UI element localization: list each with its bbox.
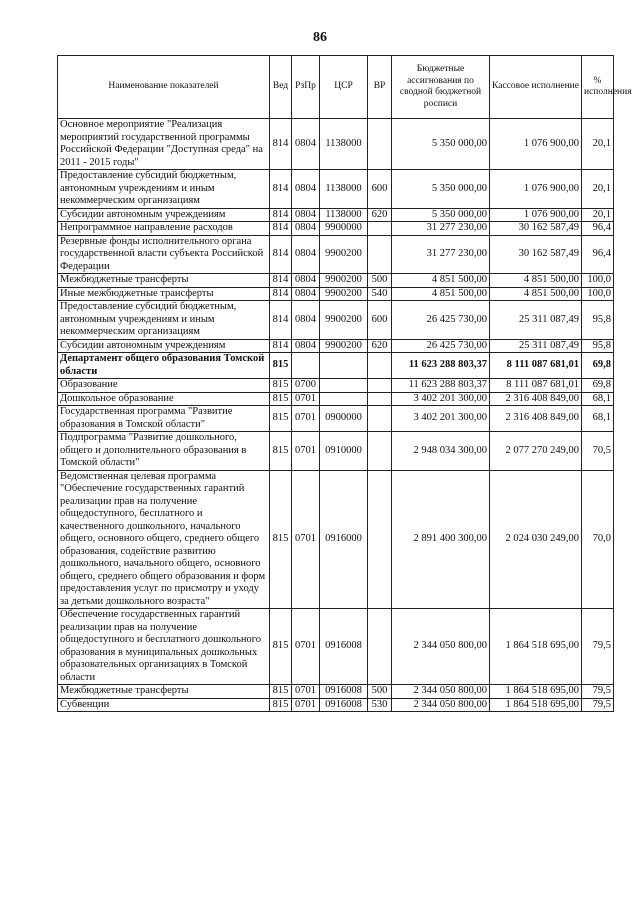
cell-vr: 500 (368, 274, 392, 288)
cell-ved: 815 (270, 432, 292, 471)
table-row (58, 119, 614, 170)
cell-ved: 815 (270, 470, 292, 609)
cell-ved: 814 (270, 235, 292, 274)
cell-ved: 814 (270, 208, 292, 222)
cell-rzpr: 0804 (292, 235, 320, 274)
cell-cash: 30 162 587,49 (490, 222, 582, 236)
cell-vr (368, 406, 392, 432)
cell-name: Межбюджетные трансферты (58, 685, 270, 699)
cell-budget: 11 623 288 803,37 (392, 379, 490, 393)
cell-budget: 5 350 000,00 (392, 119, 490, 170)
cell-rzpr: 0804 (292, 222, 320, 236)
cell-csr: 0916008 (320, 685, 368, 699)
cell-name: Субвенции (58, 698, 270, 712)
cell-ved: 815 (270, 353, 292, 379)
cell-budget: 5 350 000,00 (392, 208, 490, 222)
cell-name: Государственная программа "Развитие образования в Томской области" (58, 406, 270, 432)
column-header-ved: Вед (270, 56, 292, 119)
cell-name: Предоставление субсидий бюджетным, автономным учреждениям и иным некоммерческим организациям (58, 301, 270, 340)
table-row (58, 470, 614, 609)
cell-csr: 9900000 (320, 222, 368, 236)
cell-name: Основное мероприятие "Реализация мероприятий государственной программы Российской Федерации "Доступная среда" на 2011 - 2015 годы" (58, 119, 270, 170)
cell-rzpr: 0804 (292, 170, 320, 209)
table-row (58, 287, 614, 301)
cell-ved: 815 (270, 609, 292, 685)
column-header-vr: ВР (368, 56, 392, 119)
cell-name: Дошкольное образование (58, 392, 270, 406)
cell-cash: 4 851 500,00 (490, 274, 582, 288)
cell-pct: 96,4 (582, 235, 614, 274)
cell-rzpr: 0701 (292, 392, 320, 406)
table-row (58, 301, 614, 340)
cell-ved: 815 (270, 392, 292, 406)
cell-name: Предоставление субсидий бюджетным, автономным учреждениям и иным некоммерческим организациям (58, 170, 270, 209)
cell-cash: 30 162 587,49 (490, 235, 582, 274)
table-row (58, 685, 614, 699)
table-body (58, 119, 614, 712)
table-row (58, 274, 614, 288)
table-row (58, 698, 614, 712)
cell-csr: 1138000 (320, 119, 368, 170)
cell-budget: 2 344 050 800,00 (392, 609, 490, 685)
table-row (58, 379, 614, 393)
cell-csr: 9900200 (320, 339, 368, 353)
cell-ved: 814 (270, 339, 292, 353)
cell-vr: 540 (368, 287, 392, 301)
cell-rzpr: 0804 (292, 287, 320, 301)
cell-vr (368, 470, 392, 609)
cell-ved: 814 (270, 170, 292, 209)
cell-budget: 2 891 400 300,00 (392, 470, 490, 609)
cell-name: Резервные фонды исполнительного органа государственной власти субъекта Российской Федерации (58, 235, 270, 274)
cell-name: Ведомственная целевая программа "Обеспечение государственных гарантий реализации прав на получение общедоступного, бесплатного и качественного дошкольного, начального общего, основного общего, среднего общего образования, содействие развитию дошкольного, начального общего, основного общего, среднего общего образования и форм предоставления услуг по присмотру и уходу за детьми дошкольного возраста" (58, 470, 270, 609)
cell-ved: 815 (270, 379, 292, 393)
cell-vr (368, 392, 392, 406)
cell-csr: 0916008 (320, 609, 368, 685)
cell-rzpr: 0701 (292, 406, 320, 432)
cell-name: Субсидии автономным учреждениям (58, 339, 270, 353)
cell-vr (368, 119, 392, 170)
cell-csr (320, 392, 368, 406)
cell-cash: 2 316 408 849,00 (490, 392, 582, 406)
cell-vr: 620 (368, 208, 392, 222)
cell-pct: 79,5 (582, 609, 614, 685)
table-row (58, 339, 614, 353)
cell-budget: 4 851 500,00 (392, 274, 490, 288)
budget-execution-table (57, 55, 632, 712)
cell-rzpr: 0804 (292, 119, 320, 170)
cell-name: Образование (58, 379, 270, 393)
cell-csr: 9900200 (320, 287, 368, 301)
cell-name: Межбюджетные трансферты (58, 274, 270, 288)
cell-cash: 1 076 900,00 (490, 208, 582, 222)
cell-rzpr: 0804 (292, 301, 320, 340)
cell-rzpr: 0701 (292, 470, 320, 609)
cell-cash: 25 311 087,49 (490, 339, 582, 353)
table-row (58, 170, 614, 209)
cell-pct: 96,4 (582, 222, 614, 236)
cell-pct: 95,8 (582, 339, 614, 353)
cell-name: Субсидии автономным учреждениям (58, 208, 270, 222)
table-row (58, 235, 614, 274)
cell-cash: 4 851 500,00 (490, 287, 582, 301)
cell-rzpr (292, 353, 320, 379)
column-header-cash: Кассовое исполнение (490, 56, 582, 119)
cell-vr: 600 (368, 301, 392, 340)
cell-name: Департамент общего образования Томской области (58, 353, 270, 379)
cell-ved: 814 (270, 222, 292, 236)
cell-budget: 31 277 230,00 (392, 222, 490, 236)
cell-ved: 815 (270, 685, 292, 699)
cell-csr: 9900200 (320, 301, 368, 340)
cell-budget: 26 425 730,00 (392, 339, 490, 353)
cell-cash: 1 076 900,00 (490, 119, 582, 170)
cell-ved: 814 (270, 287, 292, 301)
cell-vr (368, 609, 392, 685)
cell-budget: 4 851 500,00 (392, 287, 490, 301)
cell-csr: 1138000 (320, 208, 368, 222)
cell-pct: 20,1 (582, 170, 614, 209)
cell-csr: 0916000 (320, 470, 368, 609)
cell-cash: 2 077 270 249,00 (490, 432, 582, 471)
cell-ved: 814 (270, 274, 292, 288)
cell-csr (320, 379, 368, 393)
table-row (58, 353, 614, 379)
column-header-csr: ЦСР (320, 56, 368, 119)
cell-cash: 8 111 087 681,01 (490, 379, 582, 393)
cell-rzpr: 0804 (292, 339, 320, 353)
table-row (58, 208, 614, 222)
cell-budget: 2 344 050 800,00 (392, 698, 490, 712)
cell-cash: 1 076 900,00 (490, 170, 582, 209)
cell-cash: 25 311 087,49 (490, 301, 582, 340)
cell-vr (368, 222, 392, 236)
cell-rzpr: 0701 (292, 698, 320, 712)
cell-pct: 100,0 (582, 274, 614, 288)
cell-pct: 69,8 (582, 379, 614, 393)
cell-budget: 5 350 000,00 (392, 170, 490, 209)
cell-budget: 3 402 201 300,00 (392, 406, 490, 432)
cell-vr (368, 235, 392, 274)
cell-csr: 9900200 (320, 274, 368, 288)
cell-pct: 100,0 (582, 287, 614, 301)
cell-vr (368, 379, 392, 393)
cell-rzpr: 0804 (292, 208, 320, 222)
cell-budget: 11 623 288 803,37 (392, 353, 490, 379)
table-row (58, 406, 614, 432)
page-number: 86 (313, 30, 327, 45)
table-header-row (58, 56, 614, 119)
cell-budget: 26 425 730,00 (392, 301, 490, 340)
column-header-pct: % исполнения (582, 56, 614, 119)
cell-csr: 1138000 (320, 170, 368, 209)
cell-pct: 20,1 (582, 208, 614, 222)
cell-rzpr: 0804 (292, 274, 320, 288)
cell-pct: 68,1 (582, 392, 614, 406)
cell-csr: 0900000 (320, 406, 368, 432)
cell-cash: 2 316 408 849,00 (490, 406, 582, 432)
cell-pct: 70,5 (582, 432, 614, 471)
cell-name: Иные межбюджетные трансферты (58, 287, 270, 301)
cell-vr: 530 (368, 698, 392, 712)
cell-budget: 2 344 050 800,00 (392, 685, 490, 699)
cell-pct: 69,8 (582, 353, 614, 379)
cell-ved: 815 (270, 698, 292, 712)
cell-vr: 620 (368, 339, 392, 353)
cell-rzpr: 0701 (292, 432, 320, 471)
column-header-budget: Бюджетные ассигнования по сводной бюджетной росписи (392, 56, 490, 119)
cell-ved: 815 (270, 406, 292, 432)
cell-rzpr: 0701 (292, 609, 320, 685)
column-header-name: Наименование показателей (58, 56, 270, 119)
cell-pct: 95,8 (582, 301, 614, 340)
table-row (58, 432, 614, 471)
cell-cash: 1 864 518 695,00 (490, 609, 582, 685)
cell-ved: 814 (270, 301, 292, 340)
cell-csr (320, 353, 368, 379)
cell-pct: 79,5 (582, 698, 614, 712)
cell-vr (368, 353, 392, 379)
column-header-rzpr: РзПр (292, 56, 320, 119)
cell-vr: 500 (368, 685, 392, 699)
cell-csr: 0910000 (320, 432, 368, 471)
cell-vr: 600 (368, 170, 392, 209)
cell-cash: 2 024 030 249,00 (490, 470, 582, 609)
cell-name: Непрограммное направление расходов (58, 222, 270, 236)
table-row (58, 392, 614, 406)
cell-budget: 31 277 230,00 (392, 235, 490, 274)
cell-name: Подпрограмма "Развитие дошкольного, общего и дополнительного образования в Томской области" (58, 432, 270, 471)
cell-pct: 68,1 (582, 406, 614, 432)
cell-rzpr: 0700 (292, 379, 320, 393)
cell-vr (368, 432, 392, 471)
cell-budget: 3 402 201 300,00 (392, 392, 490, 406)
cell-csr: 0916008 (320, 698, 368, 712)
cell-name: Обеспечение государственных гарантий реализации прав на получение общедоступного и бесплатного дошкольного образования в муниципальных дошкольных образовательных организациях в Томской области (58, 609, 270, 685)
cell-cash: 8 111 087 681,01 (490, 353, 582, 379)
cell-pct: 20,1 (582, 119, 614, 170)
cell-ved: 814 (270, 119, 292, 170)
cell-pct: 79,5 (582, 685, 614, 699)
table-row (58, 222, 614, 236)
cell-budget: 2 948 034 300,00 (392, 432, 490, 471)
cell-csr: 9900200 (320, 235, 368, 274)
cell-cash: 1 864 518 695,00 (490, 685, 582, 699)
table-row (58, 609, 614, 685)
cell-pct: 70,0 (582, 470, 614, 609)
cell-rzpr: 0701 (292, 685, 320, 699)
cell-cash: 1 864 518 695,00 (490, 698, 582, 712)
